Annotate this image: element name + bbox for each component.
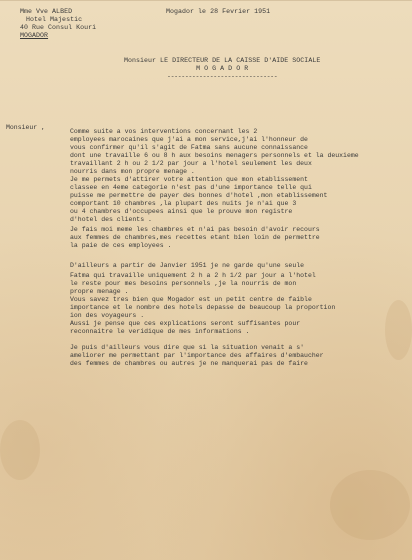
- body-line: Aussi je pense que ces explications seront suffisantes pour: [70, 320, 301, 327]
- recipient-line: Monsieur LE DIRECTEUR DE LA CAISSE D'AIDE SOCIALE: [124, 57, 321, 64]
- paper-edge: [0, 0, 412, 1]
- body-line: le reste pour mes besoins personnels ,je la nourris de mon: [70, 280, 297, 287]
- recipient-city: M O G A D O R: [196, 65, 249, 72]
- letter-date: Mogador le 28 Fevrier 1951: [166, 8, 271, 15]
- sender-line: Mme Vve ALBED: [20, 8, 73, 15]
- body-line: travaillant 2 h ou 2 1/2 par jour a l'hotel seulement les deux: [70, 160, 312, 167]
- body-line: la paie de ces employees .: [70, 242, 172, 249]
- body-line: dont une travaille 6 ou 8 h aux besoins menagers personnels et la deuxieme: [70, 152, 359, 159]
- body-line: reconnaitre le veridique de mes informations .: [70, 328, 250, 335]
- body-line: vous confirmer qu'il s'agit de Fatma sans aucune connaissance: [70, 144, 308, 151]
- paper-stain: [385, 300, 412, 360]
- paper-stain: [0, 420, 40, 480]
- paper-stain: [330, 470, 410, 540]
- body-line: Je me permets d'attirer votre attention que mon etablissement: [70, 176, 308, 183]
- sender-line: 40 Rue Consul Kouri: [20, 24, 97, 31]
- body-line: ameliorer me permettant par l'importance des affaires d'embaucher: [70, 352, 324, 359]
- body-line: puisse me permettre de payer des bonnes d'hotel ,mon etablissement: [70, 192, 328, 199]
- body-line: aux femmes de chambres,mes recettes etant bien loin de permettre: [70, 234, 320, 241]
- recipient-underline: -------------------------------: [167, 73, 278, 80]
- body-line: ou 4 chambres d'occupees ainsi que le prouve mon registre: [70, 208, 293, 215]
- body-line: nourris dans mon propre menage .: [70, 168, 195, 175]
- sender-block: [20, 8, 96, 40]
- body-line: des femmes de chambres ou autres je ne manquerai pas de faire: [70, 360, 308, 367]
- salutation: Monsieur ,: [6, 124, 46, 131]
- body-line: Je puis d'ailleurs vous dire que si la situation venait a s': [70, 344, 305, 351]
- body-line: Je fais moi meme les chambres et n'ai pas besoin d'avoir recours: [70, 226, 320, 233]
- body-line: D'ailleurs a partir de Janvier 1951 je ne garde qu'une seule: [70, 262, 305, 269]
- body-line: propre menage .: [70, 288, 129, 295]
- body-line: Fatma qui travaille uniquement 2 h a 2 h 1/2 par jour a l'hotel: [70, 272, 316, 279]
- body-line: importance et le nombre des hotels depasse de beaucoup la proportion: [70, 304, 336, 311]
- body-line: Vous savez tres bien que Mogador est un petit centre de faible: [70, 296, 312, 303]
- body-line: ion des voyageurs .: [70, 312, 145, 319]
- body-line: employees marocaines que j'ai a mon service,j'ai l'honneur de: [70, 136, 308, 143]
- body-line: Comme suite a vos interventions concernant les 2: [70, 128, 258, 135]
- body-line: d'hotel des clients .: [70, 216, 152, 223]
- body-line: comportant 10 chambres ,la plupart des nuits je n'ai que 3: [70, 200, 297, 207]
- sender-line: Hotel Majestic: [26, 16, 83, 23]
- body-line: classee en 4eme categorie n'est pas d'une importance telle qui: [70, 184, 312, 191]
- sender-line: MOGADOR: [20, 32, 49, 39]
- recipient-block: [124, 57, 320, 81]
